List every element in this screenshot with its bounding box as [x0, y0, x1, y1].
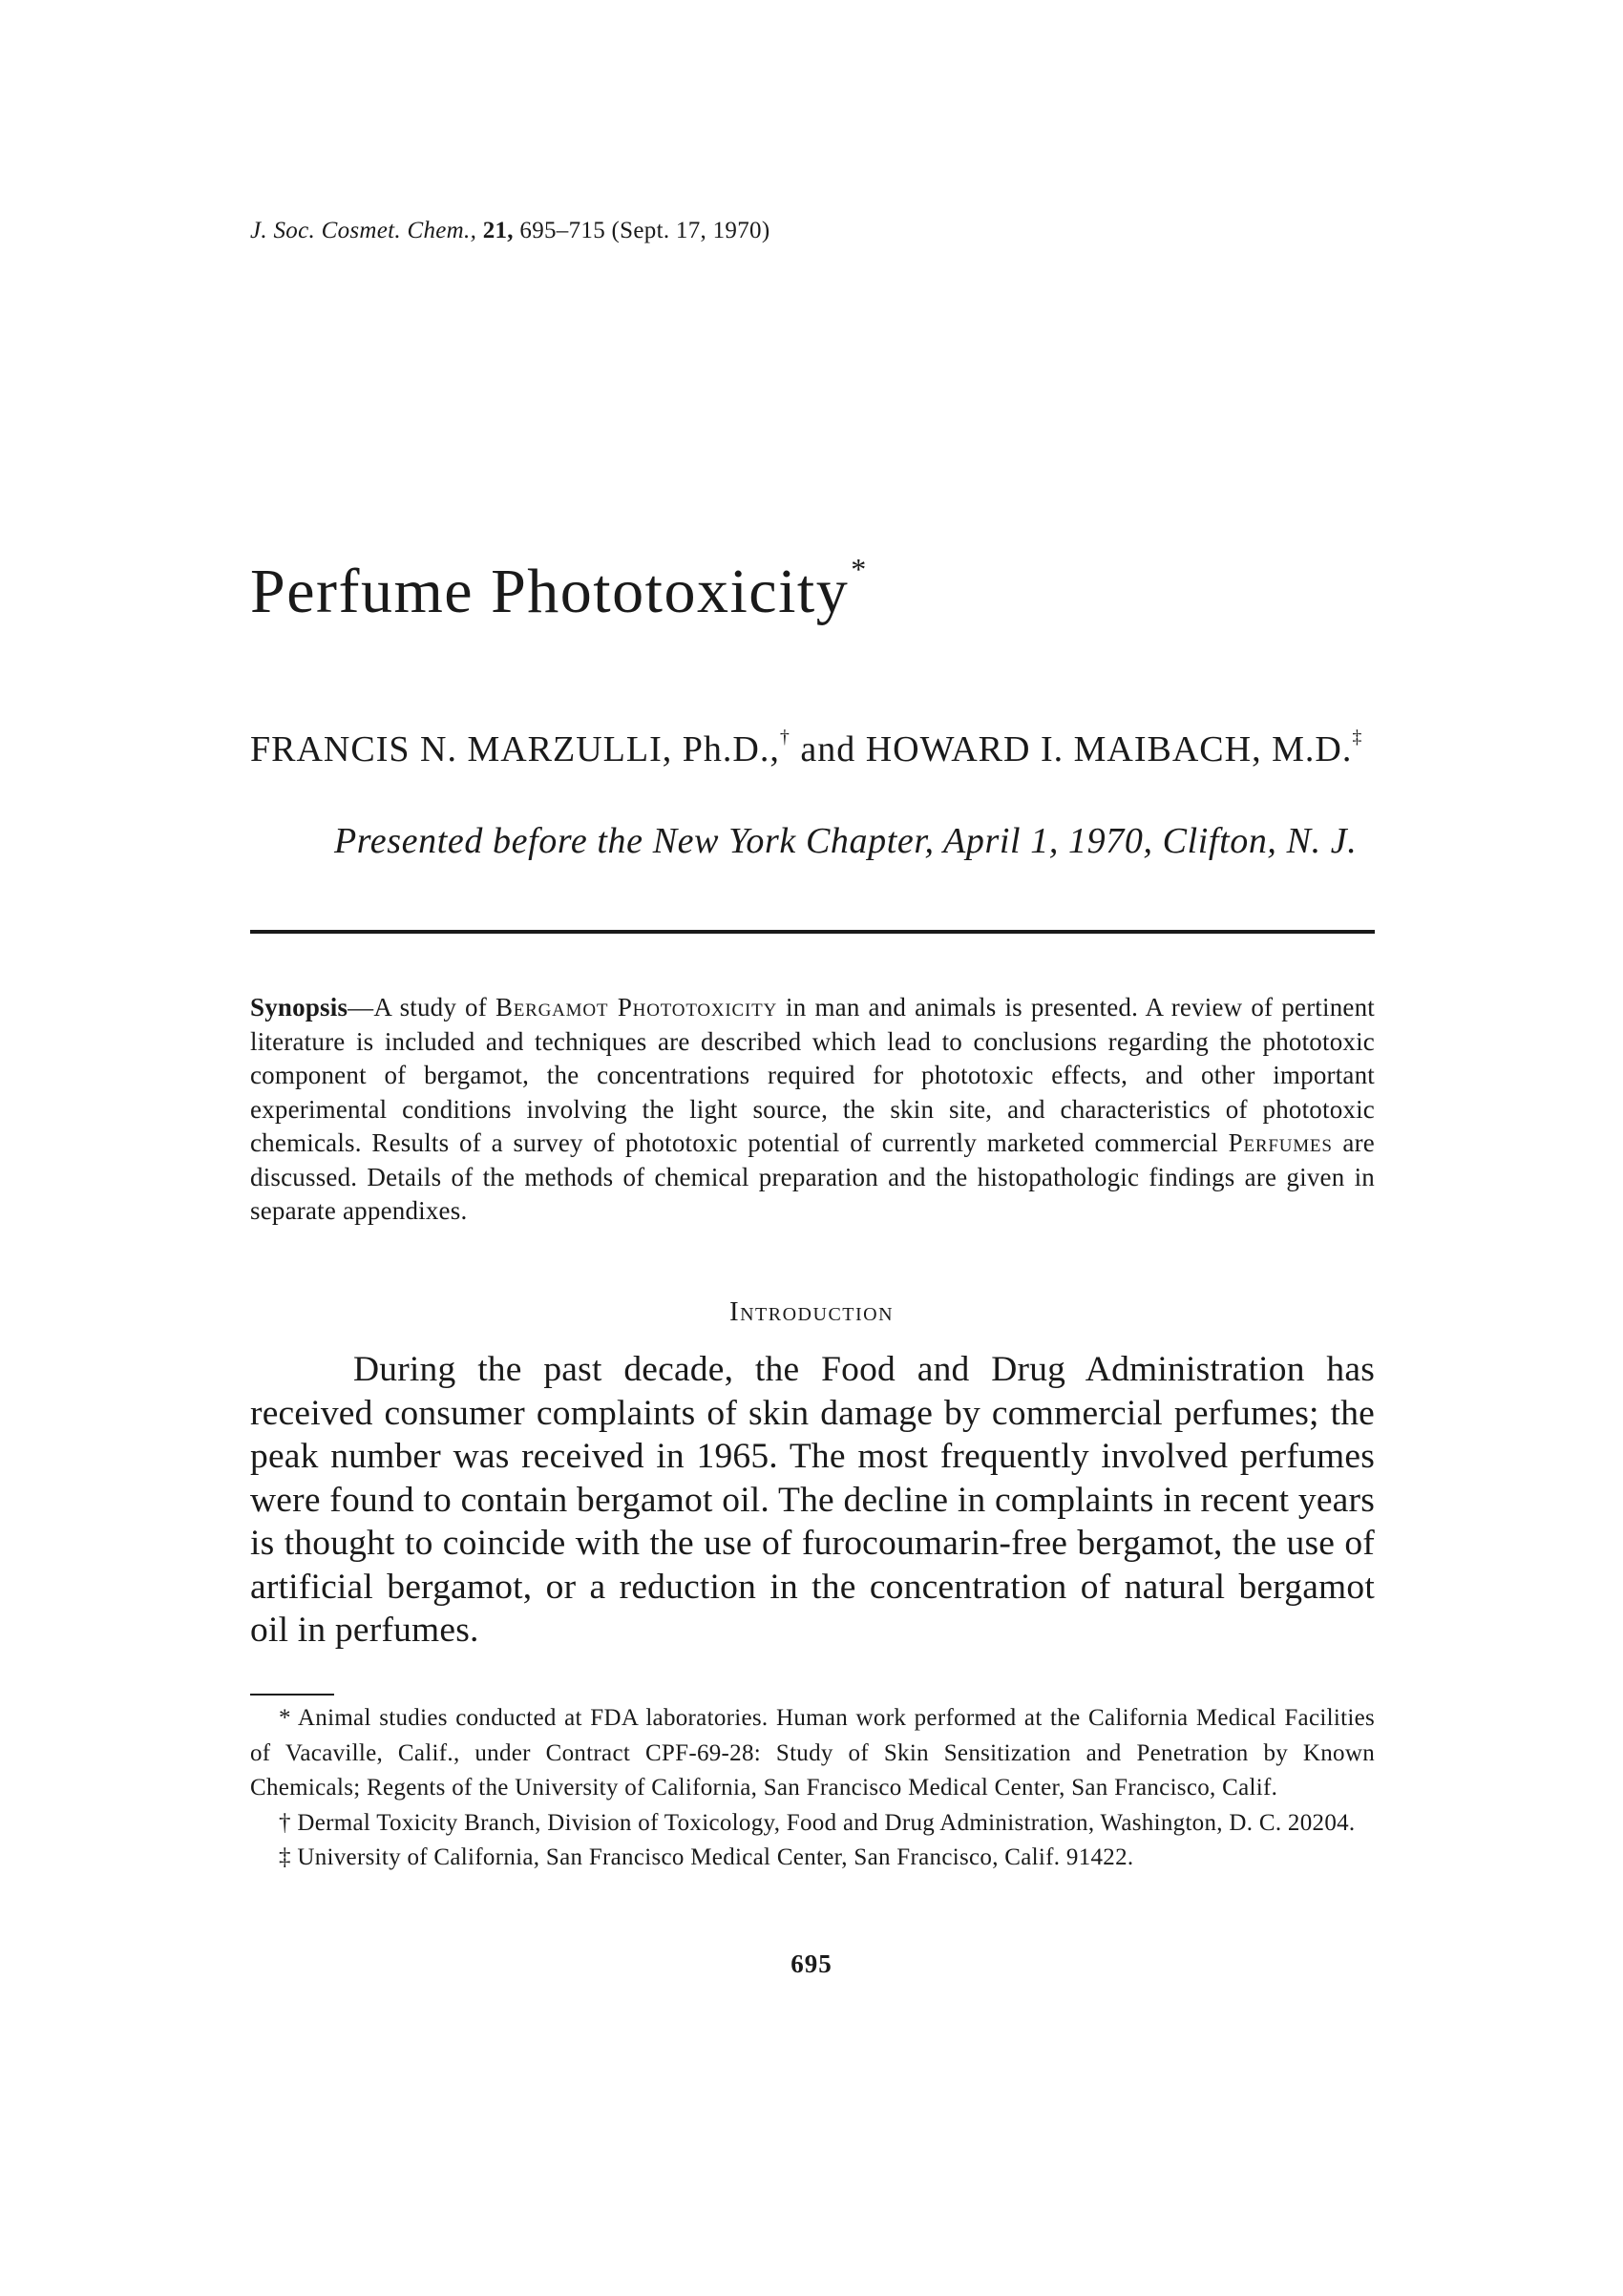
- section-heading-introduction: Introduction: [728, 1296, 895, 1327]
- journal-name: J. Soc. Cosmet. Chem.,: [250, 218, 477, 243]
- title-footnote-mark: *: [851, 552, 868, 586]
- synopsis-lead: Synopsis: [250, 993, 348, 1022]
- journal-citation: [250, 218, 769, 244]
- journal-volume: 21,: [482, 218, 514, 243]
- header-divider: [250, 930, 1375, 934]
- synopsis-term-perfumes: Perfumes: [1228, 1128, 1333, 1157]
- author-marzulli-mark: †: [779, 727, 790, 748]
- footnote-divider: [250, 1694, 334, 1696]
- author-conjunction: and: [800, 729, 856, 769]
- footnote-animal-studies: * Animal studies conducted at FDA laboratories. Human work performed at the California Medical Facilities of Vacaville, Calif., under Contract CPF-69-28: Study of Skin Sensitization and Penetration by Known Chemicals; Regents of the University of California, San Francisco Medical Center, San Francisco, Calif.: [250, 1705, 1375, 1801]
- synopsis-text-2: in man and animals is presented. A review of pertinent literature is included and techniques are described which lead to conclusions regarding the phototoxic component of bergamot, the concentrations required for phototoxic effects, and other important experimental conditions involving the light source, the skin site, and characteristics of phototoxic chemicals. Results of a survey of phototoxic potential of currently marketed commercial: [250, 993, 1375, 1157]
- synopsis: [250, 991, 1375, 1229]
- introduction-paragraph: During the past decade, the Food and Drug Administration has received consumer complaints of skin damage by commercial perfumes; the peak number was received in 1965. The most frequently involved perfumes were found to contain bergamot oil. The decline in complaints in recent years is thought to coincide with the use of furocoumarin-free bergamot, the use of artificial bergamot, or a reduction in the concentration of natural bergamot oil in perfumes.: [250, 1350, 1375, 1650]
- synopsis-dash: —: [348, 993, 374, 1022]
- journal-pages-date: 695–715 (Sept. 17, 1970): [519, 218, 770, 243]
- author-marzulli: FRANCIS N. MARZULLI, Ph.D.,: [250, 729, 780, 769]
- synopsis-text-1: A study of: [373, 993, 495, 1022]
- author-maibach: HOWARD I. MAIBACH, M.D.: [865, 729, 1353, 769]
- synopsis-text-3: are discussed. Details of the methods of chemical preparation and the histopathologic findings are given in separate appendixes.: [250, 1128, 1375, 1225]
- presented-note: Presented before the New York Chapter, April 1, 1970, Clifton, N. J.: [334, 821, 1358, 861]
- author-line: [250, 728, 1362, 770]
- author-maibach-mark: ‡: [1352, 727, 1363, 748]
- paper-title: [250, 552, 868, 628]
- paper-title-text: Perfume Phototoxicity: [250, 557, 850, 626]
- footnote-maibach-affiliation: ‡ University of California, San Francisco Medical Center, San Francisco, Calif. 91422.: [279, 1844, 1134, 1870]
- synopsis-term-bergamot: Bergamot Phototoxicity: [495, 993, 778, 1022]
- page-number: 695: [790, 1949, 833, 1978]
- footnotes: [250, 1701, 1375, 1876]
- footnote-marzulli-affiliation: † Dermal Toxicity Branch, Division of Toxicology, Food and Drug Administration, Washington, D. C. 20204.: [279, 1809, 1356, 1836]
